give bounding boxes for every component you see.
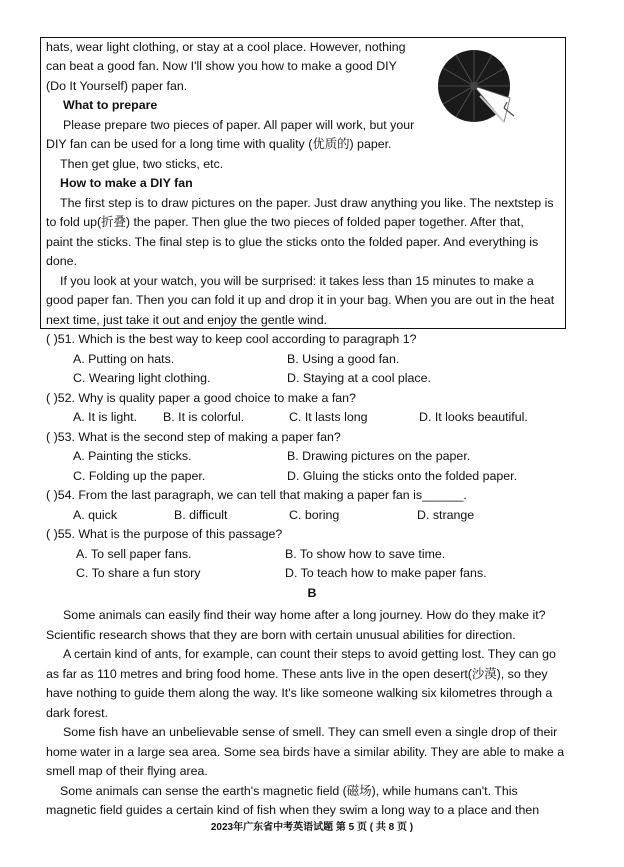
paper-fan-icon [428,40,520,132]
section-b-label: B [307,586,317,600]
passage-b-line: dark forest. [46,706,108,720]
passage-a-line: (Do It Yourself) paper fan. [46,79,188,93]
option-55-c: C. To share a fun story [76,566,201,580]
passage-a-line: If you look at your watch, you will be surprised: it takes less than 15 minutes to make a [60,274,534,288]
passage-a-line: Then get glue, two sticks, etc. [60,157,224,171]
passage-a-line: DIY fan can be used for a long time with quality (优质的) paper. [46,137,392,151]
question-55: ( )55. What is the purpose of this passage? [46,527,283,541]
passage-a-line: paint the sticks. The final step is to glue the sticks onto the folded paper. And everything is [46,235,539,249]
passage-a-line: Please prepare two pieces of paper. All paper will work, but your [63,118,415,132]
passage-b-line: have nothing to guide them along the way. It's like someone walking six kilometres through a [46,686,553,700]
option-54-c: C. boring [289,508,340,522]
passage-a-line: next time, just take it out and enjoy the gentle wind. [46,313,328,327]
passage-b-line: smell map of their flying area. [46,764,208,778]
page-footer: 2023年广东省中考英语试题 第 5 页 ( 共 8 页 ) [210,822,414,833]
passage-a-line: can beat a good fan. Now I'll show you how to make a good DIY [46,59,397,73]
passage-b-line: as far as 110 metres and bring food home. These ants live in the open desert(沙漠), so they [46,667,548,681]
option-54-b: B. difficult [174,508,228,522]
option-52-b: B. It is colorful. [163,410,245,424]
option-55-d: D. To teach how to make paper fans. [285,566,487,580]
option-54-a: A. quick [73,508,118,522]
option-51-c: C. Wearing light clothing. [73,371,211,385]
heading-how-to-make: How to make a DIY fan [60,176,193,190]
passage-b-line: magnetic field guides a certain kind of fish when they swim a long way to a place and then [46,803,540,817]
passage-a-line: good paper fan. Then you can fold it up and drop it in your bag. When you are out in the heat [46,293,555,307]
passage-b-line: A certain kind of ants, for example, can count their steps to avoid getting lost. They can go [63,647,556,661]
option-53-c: C. Folding up the paper. [73,469,206,483]
option-51-b: B. Using a good fan. [287,352,400,366]
passage-b-line: Scientific research shows that they are born with certain unusual abilities for direction. [46,628,516,642]
option-52-d: D. It looks beautiful. [419,410,528,424]
passage-a-line: done. [46,254,78,268]
heading-what-to-prepare: What to prepare [63,98,158,112]
option-55-a: A. To sell paper fans. [76,547,192,561]
option-53-a: A. Painting the sticks. [73,449,192,463]
passage-a-line: The first step is to draw pictures on the paper. Just draw anything you like. The nextstep is [60,196,554,210]
option-51-d: D. Staying at a cool place. [287,371,431,385]
question-52: ( )52. Why is quality paper a good choice to make a fan? [46,391,356,405]
question-51: ( )51. Which is the best way to keep cool according to paragraph 1? [46,332,417,346]
passage-b-line: home water in a large sea area. Some sea birds have a similar ability. They are able to make a [46,745,565,759]
option-52-a: A. It is light. [73,410,138,424]
option-55-b: B. To show how to save time. [285,547,446,561]
question-54: ( )54. From the last paragraph, we can tell that making a paper fan is______. [46,488,467,502]
option-53-d: D. Gluing the sticks onto the folded paper. [287,469,518,483]
passage-b-line: Some animals can sense the earth's magnetic field (磁场), while humans can't. This [60,784,518,798]
passage-b-line: Some animals can easily find their way home after a long journey. How do they make it? [63,608,546,622]
passage-a-line: to fold up(折叠) the paper. Then glue the two pieces of folded paper together. After that, [46,215,524,229]
passage-b-line: Some fish have an unbelievable sense of smell. They can smell even a single drop of their [63,725,558,739]
passage-a-line: hats, wear light clothing, or stay at a cool place. However, nothing [46,40,406,54]
option-54-d: D. strange [417,508,475,522]
option-51-a: A. Putting on hats. [73,352,175,366]
option-53-b: B. Drawing pictures on the paper. [287,449,471,463]
option-52-c: C. It lasts long [289,410,368,424]
question-53: ( )53. What is the second step of making a paper fan? [46,430,341,444]
